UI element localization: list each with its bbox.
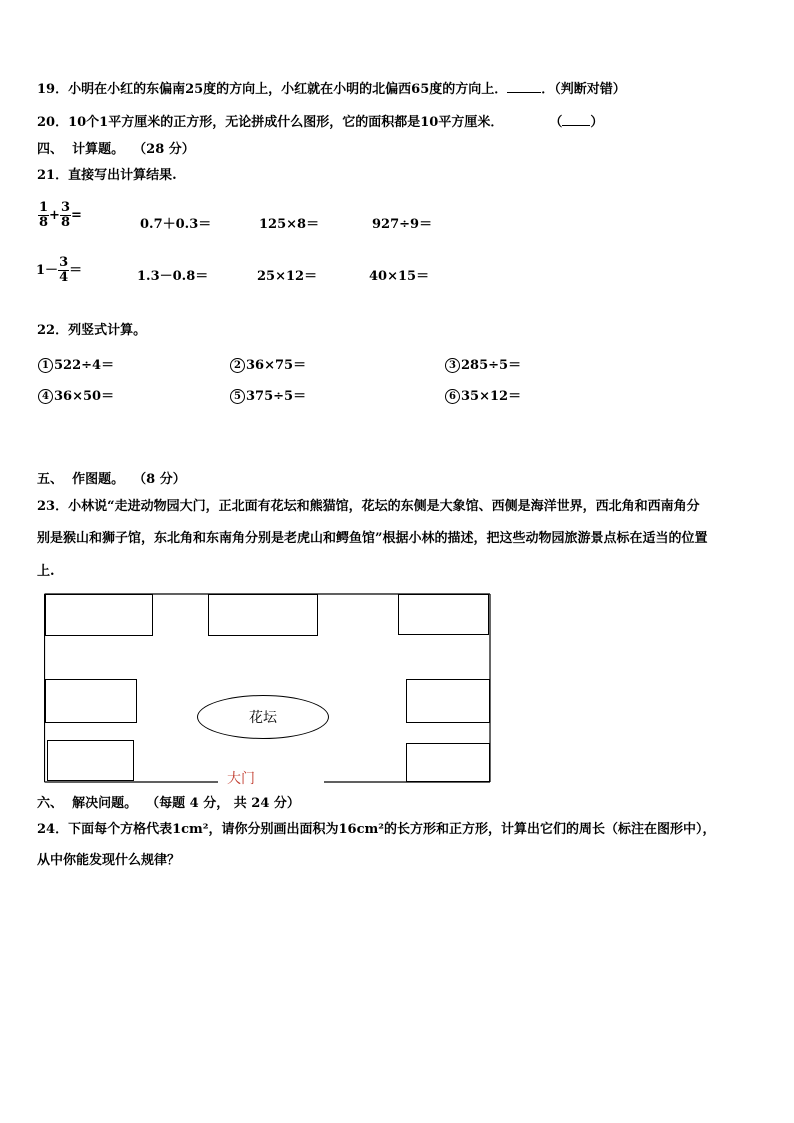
question-number: 23．: [37, 499, 69, 514]
fraction: [58, 256, 69, 285]
calc-item: 0.7＋0.3＝: [140, 217, 212, 232]
circled-number: 2: [230, 358, 245, 373]
question-23-line-1: [37, 499, 700, 515]
one: 1: [36, 263, 46, 278]
question-23-line-3: 上.: [37, 564, 55, 579]
section-label: 五、: [37, 472, 64, 487]
calc-expression: 285÷5＝: [461, 358, 522, 373]
section-label: 四、: [37, 142, 64, 157]
flower-bed: [197, 695, 329, 739]
question-text: 小明在小红的东偏南25度的方向上，小红就在小明的北偏西65度的方向上．: [68, 82, 508, 97]
section-score: （每题 4 分， 共 24 分）: [146, 796, 300, 811]
question-text: 10个1平方厘米的正方形，无论拼成什么图形，它的面积都是10平方厘米．: [68, 115, 504, 130]
question-21: [37, 168, 177, 184]
gate-label: 大门: [227, 771, 255, 787]
equals-sign: =: [71, 208, 82, 223]
question-22: [37, 323, 146, 339]
circled-number: 3: [445, 358, 460, 373]
question-number: 20．: [37, 115, 69, 130]
map-slot-northwest[interactable]: [45, 594, 153, 636]
question-number: 21．: [37, 168, 69, 183]
denominator: 4: [59, 270, 69, 285]
plus-sign: +: [49, 208, 60, 223]
section-label: 六、: [37, 796, 64, 811]
question-number: 22．: [37, 323, 69, 338]
numerator: 3: [60, 200, 70, 215]
calc-fraction-sum: [38, 201, 82, 230]
section-title: 计算题。: [72, 142, 125, 157]
section-title: 解决问题。: [72, 796, 138, 811]
calc-one-minus-fraction: [36, 256, 82, 285]
denominator: 8: [60, 215, 70, 230]
fraction-a: [38, 201, 49, 230]
minus-sign: －: [45, 263, 59, 278]
calc-item: 25×12＝: [257, 269, 318, 284]
map-slot-north[interactable]: [208, 594, 318, 636]
question-text: 下面每个方格代表1cm²，请你分别画出面积为16cm²的长方形和正方形，计算出它们的周长（标注在图形中），: [68, 822, 716, 837]
flower-bed-label: 花坛: [249, 710, 277, 726]
question-19: [37, 82, 626, 98]
question-text: 直接写出计算结果.: [68, 168, 177, 183]
vertical-calc-item: [38, 385, 114, 404]
calc-item: 1.3－0.8＝: [137, 269, 209, 284]
vertical-calc-item: [445, 354, 521, 373]
vertical-calc-item: [230, 385, 306, 404]
calc-expression: 35×12＝: [461, 389, 522, 404]
map-slot-southwest[interactable]: [47, 740, 134, 781]
map-slot-east[interactable]: [406, 679, 490, 723]
bracket-close: ）: [590, 115, 604, 130]
circled-number: 5: [230, 389, 245, 404]
calc-item: 125×8＝: [259, 217, 320, 232]
calc-expression: 522÷4＝: [54, 358, 115, 373]
calc-expression: 36×75＝: [246, 358, 307, 373]
numerator: 3: [59, 255, 69, 270]
question-text-tail: ．（判断对错）: [541, 82, 626, 97]
fraction-b: [60, 201, 71, 230]
denominator: 8: [39, 215, 49, 230]
answer-blank[interactable]: [562, 125, 590, 126]
calc-item: 927÷9＝: [372, 217, 433, 232]
vertical-calc-item: [445, 385, 521, 404]
section-6-heading: [37, 796, 300, 812]
question-number: 19．: [37, 82, 69, 97]
section-score: （8 分）: [133, 472, 186, 487]
question-20: [37, 115, 603, 131]
map-slot-west[interactable]: [45, 679, 137, 723]
circled-number: 1: [38, 358, 53, 373]
question-24-line-1: [37, 822, 715, 838]
answer-blank[interactable]: [507, 92, 541, 93]
circled-number: 4: [38, 389, 53, 404]
vertical-calc-item: [38, 354, 114, 373]
question-text: 小林说“走进动物园大门，正北面有花坛和熊猫馆，花坛的东侧是大象馆、西侧是海洋世界，西北角和西南角分: [68, 499, 700, 514]
calc-expression: 36×50＝: [54, 389, 115, 404]
question-number: 24．: [37, 822, 69, 837]
numerator: 1: [39, 200, 49, 215]
circled-number: 6: [445, 389, 460, 404]
section-score: （28 分）: [133, 142, 195, 157]
section-title: 作图题。: [72, 472, 125, 487]
question-text: 列竖式计算。: [68, 323, 147, 338]
question-23-line-2: 别是猴山和狮子馆，东北角和东南角分别是老虎山和鳄鱼馆”根据小林的描述，把这些动物园旅游景点标在适当的位置: [37, 531, 708, 546]
section-4-heading: [37, 142, 195, 158]
map-slot-northeast[interactable]: [398, 594, 489, 635]
map-slot-southeast[interactable]: [406, 743, 490, 782]
question-24-line-2: 从中你能发现什么规律？: [37, 853, 181, 868]
vertical-calc-item: [230, 354, 306, 373]
calc-expression: 375÷5＝: [246, 389, 307, 404]
zoo-map: [44, 593, 491, 787]
equals-sign: ＝: [69, 263, 83, 278]
section-5-heading: [37, 472, 186, 488]
calc-item: 40×15＝: [369, 269, 430, 284]
bracket-open: （: [549, 115, 563, 130]
